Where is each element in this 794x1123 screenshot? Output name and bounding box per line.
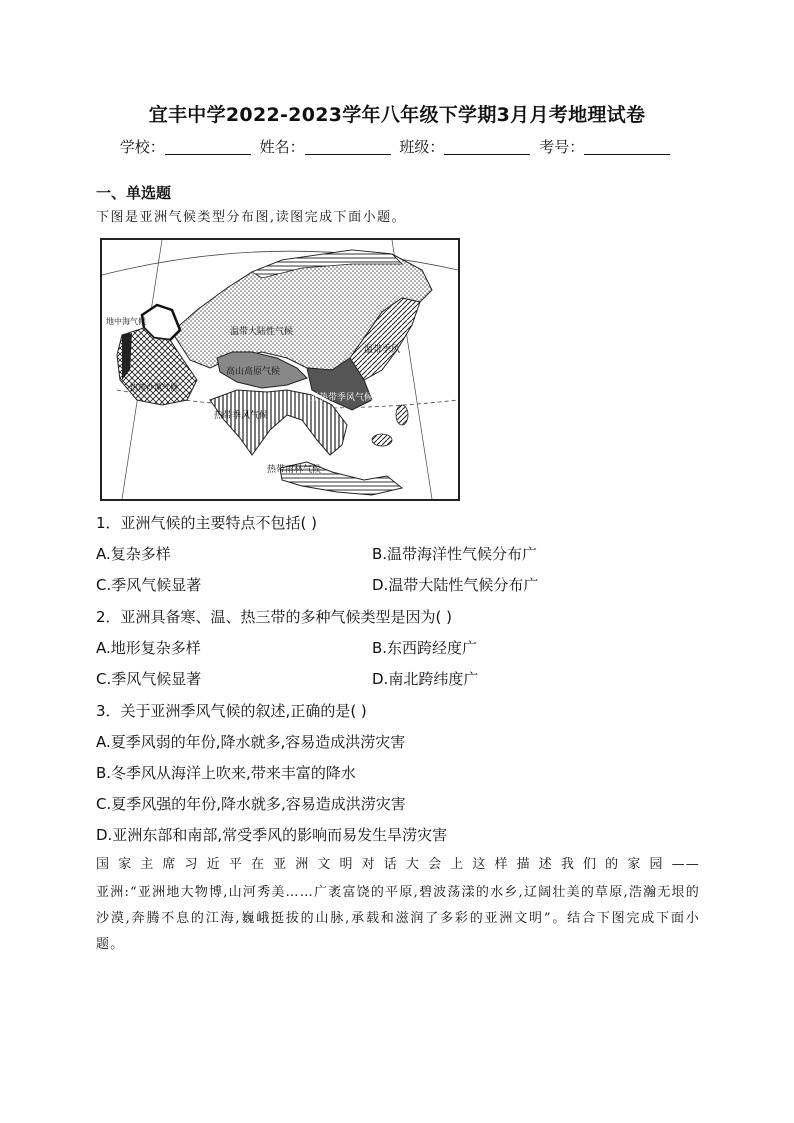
school-label: 学校： (119, 138, 165, 156)
label-tropical-desert: 热带沙漠气候 (130, 383, 178, 392)
asia-climate-map (100, 238, 460, 501)
exam-title: 宜丰中学2022-2023学年八年级下学期3月月考地理试卷 (148, 104, 646, 126)
section-heading: 一、单选题 (96, 184, 172, 202)
question-3-option-b: B.冬季风从海洋上吹来,带来丰富的降水 (96, 764, 356, 782)
question-1-option-d: D.温带大陆性气候分布广 (372, 576, 539, 594)
question-1-option-b: B.温带海洋性气候分布广 (372, 545, 538, 563)
label-mediterranean: 地中海气候 (106, 317, 146, 326)
label-tropical-monsoon: 热带季风气候 (214, 411, 269, 421)
question-3-stem: 3．关于亚洲季风气候的叙述,正确的是( ) (96, 702, 367, 720)
section-intro: 下图是亚洲气候类型分布图,读图完成下面小题。 (96, 210, 407, 225)
name-blank (305, 140, 391, 155)
label-plateau: 高山高原气候 (226, 367, 281, 377)
question-2-stem: 2．亚洲具备寒、温、热三带的多种气候类型是因为( ) (96, 608, 453, 626)
question-2-option-c: C.季风气候显著 (96, 670, 202, 688)
question-1-option-a: A.复杂多样 (96, 545, 171, 563)
label-tropical-rainforest: 热带雨林气候 (267, 465, 322, 475)
label-temperate-continental: 温带大陆性气候 (230, 327, 294, 337)
class-blank (444, 140, 530, 155)
passage-first-line: 国家主席习近平在亚洲文明对话大会上这样描述我们的家园—— (96, 857, 700, 872)
question-3-option-d: D.亚洲东部和南部,常受季风的影响而易发生旱涝灾害 (96, 826, 448, 844)
question-3-option-c: C.夏季风强的年份,降水就多,容易造成洪涝灾害 (96, 795, 406, 813)
exam-number-label: 考号： (539, 138, 585, 156)
question-1-option-c: C.季风气候显著 (96, 576, 202, 594)
passage-body: 亚洲:“亚洲地大物博,山河秀美……广袤富饶的平原,碧波荡漾的水乡,辽阔壮美的草原,浩瀚无垠的沙漠,奔腾不息的江海,巍峨挺拔的山脉,承载和滋润了多彩的亚洲文明”。结合下图完成下面小题。 (96, 885, 700, 952)
label-subtropical-monsoon: 亚热带季风气候 (310, 393, 374, 403)
question-2-option-d: D.南北跨纬度广 (372, 670, 479, 688)
label-temperate-monsoon: 温带季风 (364, 345, 401, 355)
question-3-option-a: A.夏季风弱的年份,降水就多,容易造成洪涝灾害 (96, 733, 406, 751)
student-info-line (0, 136, 794, 157)
question-2-option-a: A.地形复杂多样 (96, 639, 201, 657)
school-blank (165, 140, 251, 155)
class-label: 班级： (399, 138, 445, 156)
question-2-option-b: B.东西跨经度广 (372, 639, 478, 657)
question-1-stem: 1．亚洲气候的主要特点不包括( ) (96, 514, 318, 532)
exam-number-blank (584, 140, 670, 155)
name-label: 姓名： (259, 138, 305, 156)
